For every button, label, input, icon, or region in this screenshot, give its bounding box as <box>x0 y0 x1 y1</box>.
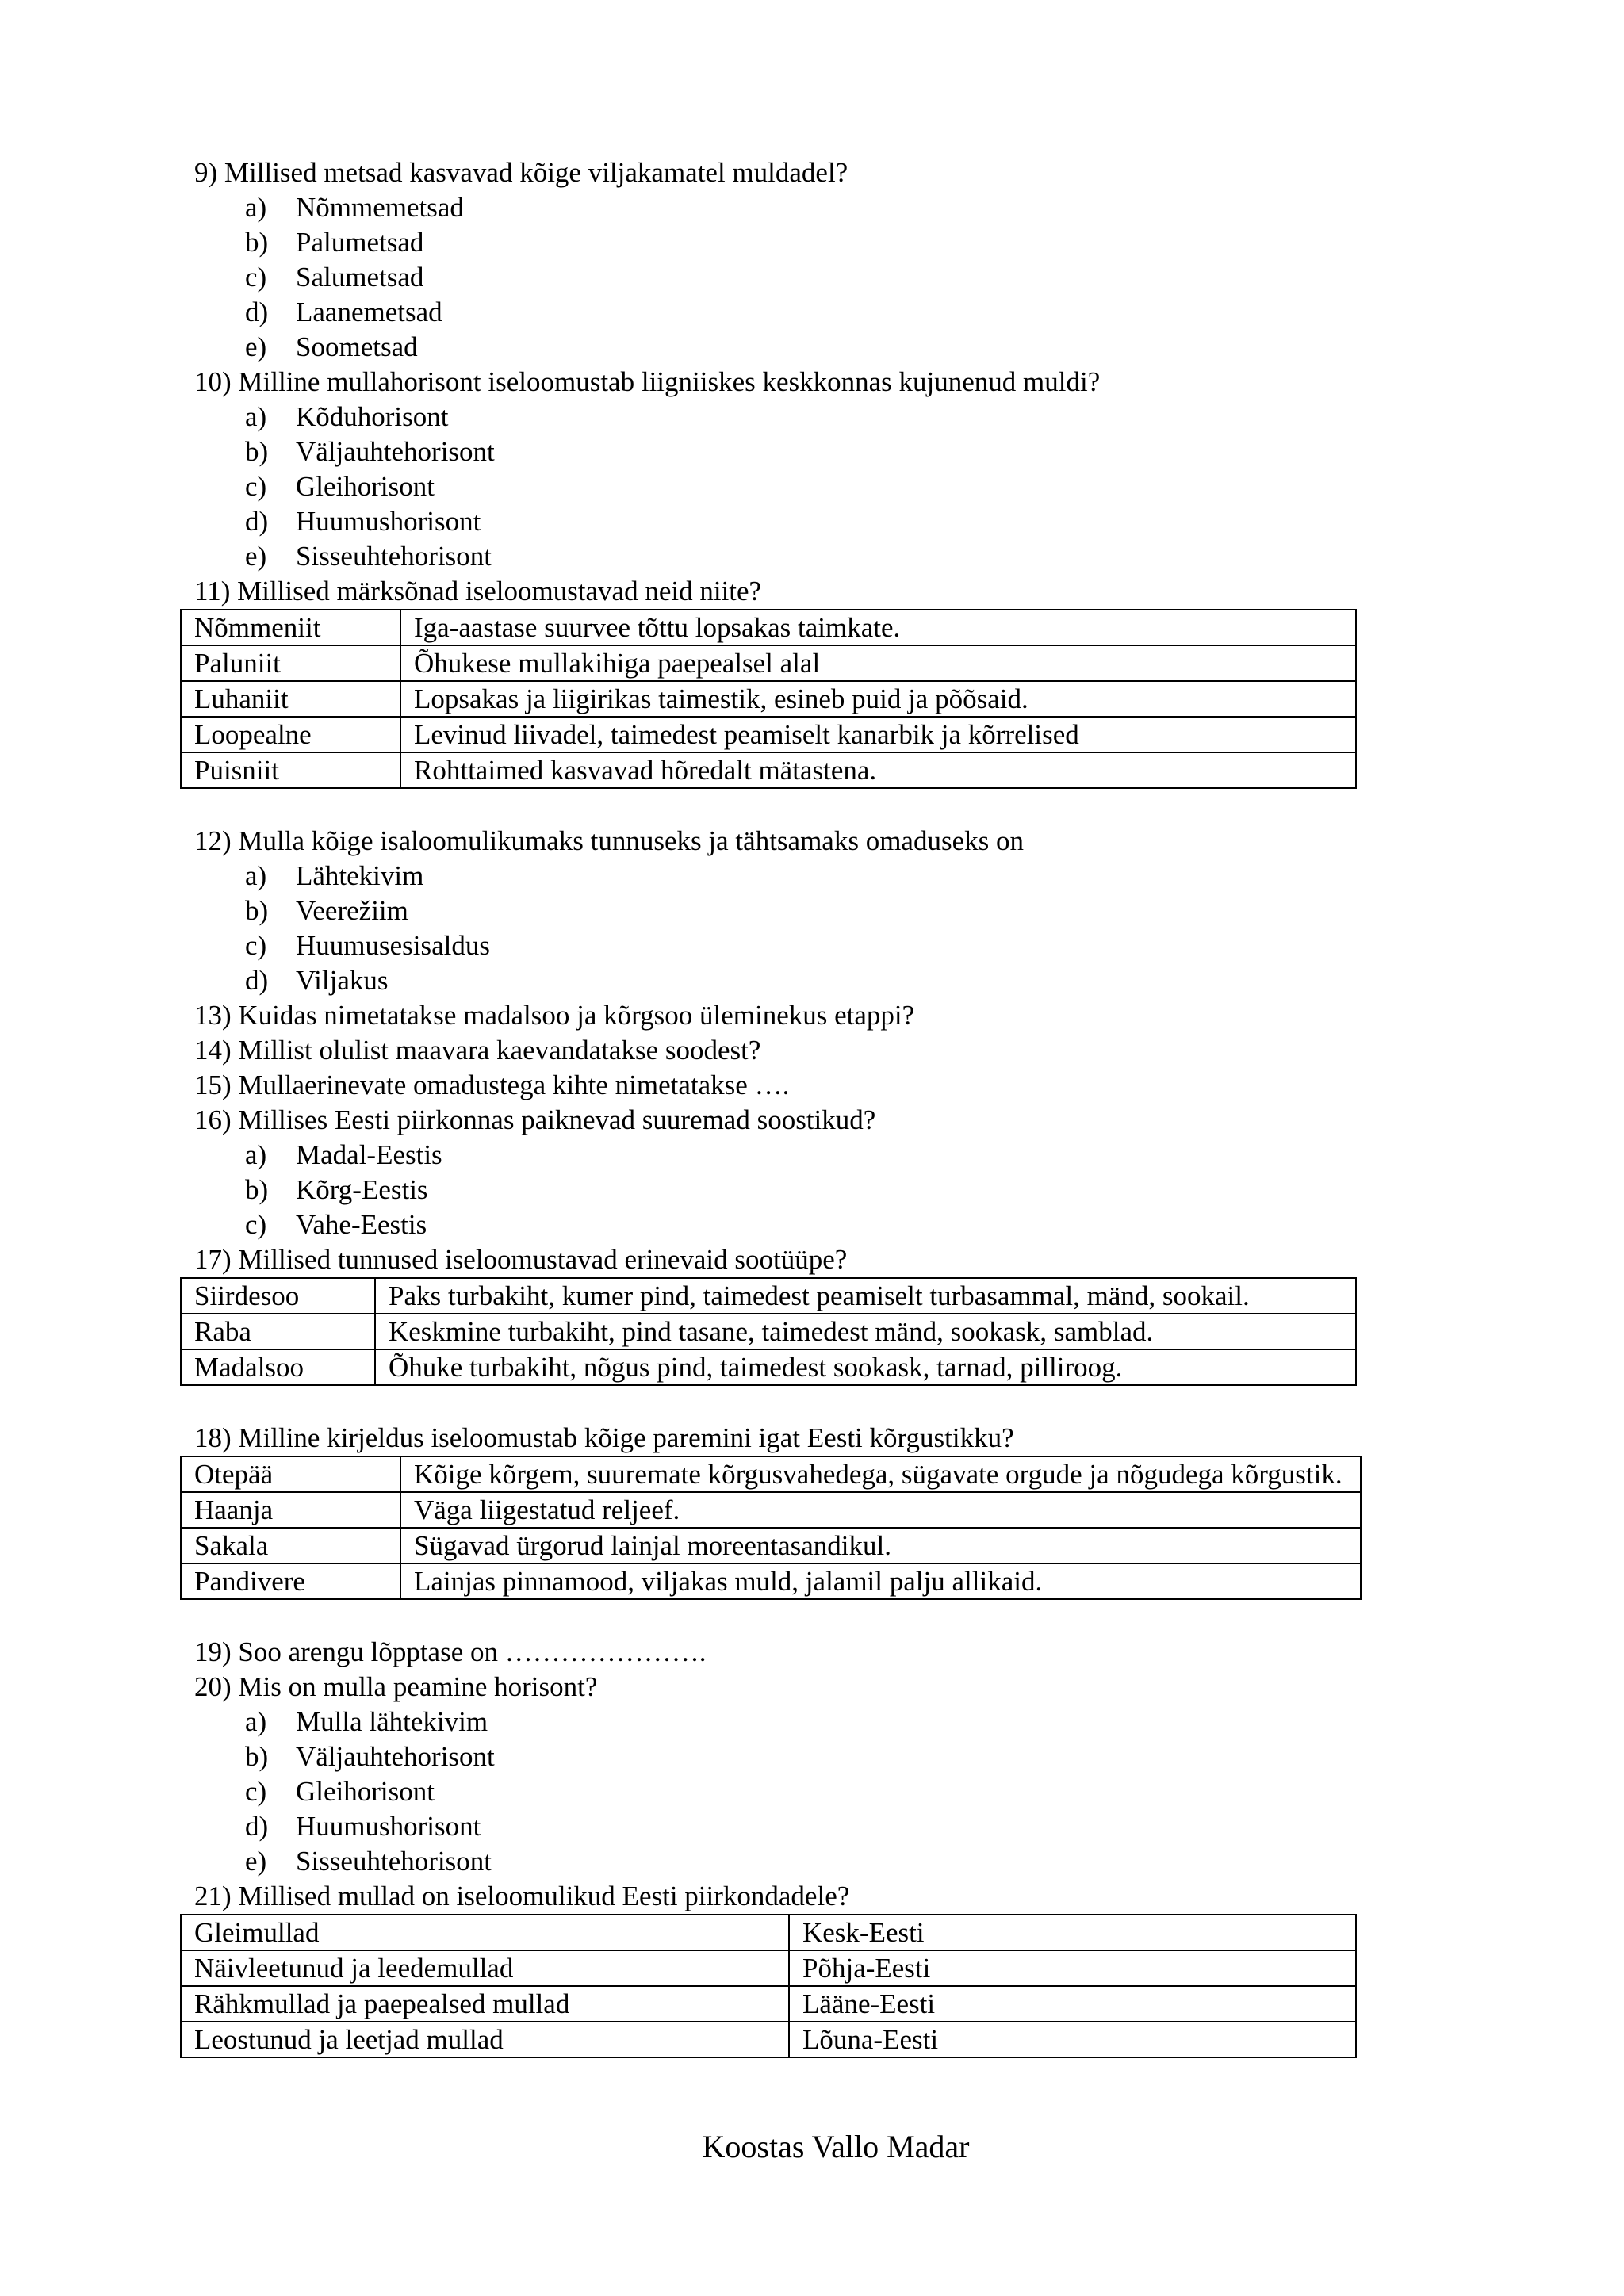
table-row <box>181 752 1356 788</box>
table-row <box>181 717 1356 752</box>
option-text: Gleihorisont <box>296 471 435 502</box>
option-16a <box>194 1138 1400 1173</box>
option-text: Viljakus <box>296 965 389 996</box>
table-row <box>181 1986 1356 2022</box>
option-letter: d) <box>245 965 269 996</box>
table-row <box>181 1492 1361 1528</box>
option-letter: a) <box>245 860 267 891</box>
option-12b <box>194 894 1400 928</box>
option-10e <box>194 539 1400 574</box>
option-letter: b) <box>245 436 269 467</box>
option-letter: d) <box>245 1811 269 1842</box>
question-11: 11) Millised märksõnad iseloomustavad neid niite? <box>194 576 762 607</box>
option-letter: e) <box>245 541 267 572</box>
option-text: Kõrg-Eestis <box>296 1174 428 1205</box>
table-cell: Paks turbakiht, kumer pind, taimedest peamiselt turbasammal, mänd, sookail. <box>375 1278 1356 1314</box>
option-letter: c) <box>245 262 267 293</box>
option-20b <box>194 1739 1400 1774</box>
option-9b <box>194 225 1400 260</box>
question-12: 12) Mulla kõige isaloomulikumaks tunnuseks ja tähtsamaks omaduseks on <box>194 825 1024 856</box>
option-20e <box>194 1844 1400 1879</box>
bog-type-table <box>180 1277 1357 1386</box>
option-text: Vahe-Eestis <box>296 1209 427 1240</box>
option-letter: e) <box>245 1846 267 1877</box>
option-letter: d) <box>245 506 269 537</box>
table-row <box>181 1563 1361 1599</box>
option-10c <box>194 469 1400 504</box>
table-row <box>181 1349 1356 1385</box>
table-row <box>181 645 1356 681</box>
table-cell: Sügavad ürgorud lainjal moreentasandikul. <box>400 1528 1361 1563</box>
option-letter: b) <box>245 1174 269 1205</box>
meadow-table <box>180 609 1357 789</box>
option-text: Veerežiim <box>296 895 408 926</box>
table-cell: Iga-aastase suurvee tõttu lopsakas taimkate. <box>400 610 1356 645</box>
table-cell: Leostunud ja leetjad mullad <box>181 2022 789 2057</box>
option-9c <box>194 260 1400 295</box>
question-15: 15) Mullaerinevate omadustega kihte nimetatakse …. <box>194 1070 790 1100</box>
spacer <box>194 1600 1400 1635</box>
option-letter: a) <box>245 1139 267 1170</box>
question-19: 19) Soo arengu lõpptase on …………………. <box>194 1636 707 1667</box>
table-row <box>181 2022 1356 2057</box>
option-10b <box>194 434 1400 469</box>
option-letter: c) <box>245 1209 267 1240</box>
option-text: Palumetsad <box>296 227 424 258</box>
question-17: 17) Millised tunnused iseloomustavad erinevaid sootüüpe? <box>194 1244 848 1275</box>
option-12c <box>194 928 1400 963</box>
table-cell: Madalsoo <box>181 1349 375 1385</box>
option-9d <box>194 295 1400 330</box>
soil-region-table <box>180 1914 1357 2058</box>
option-text: Sisseuhtehorisont <box>296 541 492 572</box>
table-cell: Otepää <box>181 1456 400 1492</box>
table-cell: Õhukese mullakihiga paepealsel alal <box>400 645 1356 681</box>
table-row <box>181 1528 1361 1563</box>
table-cell: Raba <box>181 1314 375 1349</box>
option-letter: c) <box>245 1776 267 1807</box>
table-cell: Rohttaimed kasvavad hõredalt mätastena. <box>400 752 1356 788</box>
question-20: 20) Mis on mulla peamine horisont? <box>194 1671 598 1702</box>
option-letter: e) <box>245 331 267 362</box>
table-row <box>181 610 1356 645</box>
option-text: Sisseuhtehorisont <box>296 1846 492 1877</box>
table-cell: Nõmmeniit <box>181 610 400 645</box>
option-10d <box>194 504 1400 539</box>
option-text: Väljauhtehorisont <box>296 436 495 467</box>
table-row <box>181 1915 1356 1950</box>
question-10: 10) Milline mullahorisont iseloomustab liigniiskes keskkonnas kujunenud muldi? <box>194 366 1101 397</box>
table-cell: Väga liigestatud reljeef. <box>400 1492 1361 1528</box>
question-16: 16) Millises Eesti piirkonnas paiknevad suuremad soostikud? <box>194 1104 876 1135</box>
option-letter: d) <box>245 297 269 327</box>
table-cell: Puisniit <box>181 752 400 788</box>
option-16b <box>194 1173 1400 1207</box>
table-cell: Lainjas pinnamood, viljakas muld, jalamil palju allikaid. <box>400 1563 1361 1599</box>
option-16c <box>194 1207 1400 1242</box>
table-row <box>181 1278 1356 1314</box>
option-text: Madal-Eestis <box>296 1139 442 1170</box>
question-18: 18) Milline kirjeldus iseloomustab kõige paremini igat Eesti kõrgustikku? <box>194 1422 1014 1453</box>
option-letter: b) <box>245 895 269 926</box>
table-cell: Lõuna-Eesti <box>789 2022 1356 2057</box>
spacer <box>194 789 1400 824</box>
option-text: Huumusesisaldus <box>296 930 490 961</box>
table-row <box>181 1314 1356 1349</box>
option-20d <box>194 1809 1400 1844</box>
table-cell: Gleimullad <box>181 1915 789 1950</box>
table-cell: Luhaniit <box>181 681 400 717</box>
option-text: Huumushorisont <box>296 506 481 537</box>
option-text: Väljauhtehorisont <box>296 1741 495 1772</box>
upland-table <box>180 1456 1362 1600</box>
table-cell: Paluniit <box>181 645 400 681</box>
table-cell: Kõige kõrgem, suuremate kõrgusvahedega, sügavate orgude ja nõgudega kõrgustik. <box>400 1456 1361 1492</box>
option-text: Mulla lähtekivim <box>296 1706 488 1737</box>
table-cell: Sakala <box>181 1528 400 1563</box>
option-20c <box>194 1774 1400 1809</box>
option-10a <box>194 400 1400 434</box>
option-text: Lähtekivim <box>296 860 424 891</box>
question-21: 21) Millised mullad on iseloomulikud Eesti piirkondadele? <box>194 1881 850 1911</box>
table-cell: Põhja-Eesti <box>789 1950 1356 1986</box>
option-12d <box>194 963 1400 998</box>
table-row <box>181 681 1356 717</box>
table-cell: Levinud liivadel, taimedest peamiselt kanarbik ja kõrrelised <box>400 717 1356 752</box>
table-cell: Siirdesoo <box>181 1278 375 1314</box>
table-row <box>181 1456 1361 1492</box>
option-12a <box>194 859 1400 894</box>
table-cell: Lääne-Eesti <box>789 1986 1356 2022</box>
option-letter: a) <box>245 1706 267 1737</box>
author-credit: Koostas Vallo Madar <box>702 2129 970 2164</box>
option-text: Salumetsad <box>296 262 424 293</box>
spacer <box>194 1386 1400 1421</box>
option-letter: a) <box>245 192 267 223</box>
table-row <box>181 1950 1356 1986</box>
option-text: Kõduhorisont <box>296 401 449 432</box>
option-text: Gleihorisont <box>296 1776 435 1807</box>
table-cell: Loopealne <box>181 717 400 752</box>
question-13: 13) Kuidas nimetatakse madalsoo ja kõrgsoo üleminekus etappi? <box>194 1000 915 1031</box>
table-cell: Keskmine turbakiht, pind tasane, taimedest mänd, sookask, samblad. <box>375 1314 1356 1349</box>
question-9: 9) Millised metsad kasvavad kõige viljakamatel muldadel? <box>194 157 848 188</box>
option-letter: b) <box>245 227 269 258</box>
option-letter: b) <box>245 1741 269 1772</box>
option-text: Nõmmemetsad <box>296 192 464 223</box>
table-cell: Pandivere <box>181 1563 400 1599</box>
option-9e <box>194 330 1400 365</box>
table-cell: Õhuke turbakiht, nõgus pind, taimedest sookask, tarnad, pilliroog. <box>375 1349 1356 1385</box>
option-20a <box>194 1705 1400 1739</box>
table-cell: Haanja <box>181 1492 400 1528</box>
option-letter: c) <box>245 471 267 502</box>
option-letter: a) <box>245 401 267 432</box>
option-text: Laanemetsad <box>296 297 442 327</box>
option-text: Huumushorisont <box>296 1811 481 1842</box>
option-9a <box>194 190 1400 225</box>
option-text: Soometsad <box>296 331 418 362</box>
document-body <box>194 155 1400 2058</box>
table-cell: Näivleetunud ja leedemullad <box>181 1950 789 1986</box>
option-letter: c) <box>245 930 267 961</box>
question-14: 14) Millist olulist maavara kaevandatakse soodest? <box>194 1035 761 1066</box>
table-cell: Rähkmullad ja paepealsed mullad <box>181 1986 789 2022</box>
table-cell: Kesk-Eesti <box>789 1915 1356 1950</box>
table-cell: Lopsakas ja liigirikas taimestik, esineb puid ja põõsaid. <box>400 681 1356 717</box>
